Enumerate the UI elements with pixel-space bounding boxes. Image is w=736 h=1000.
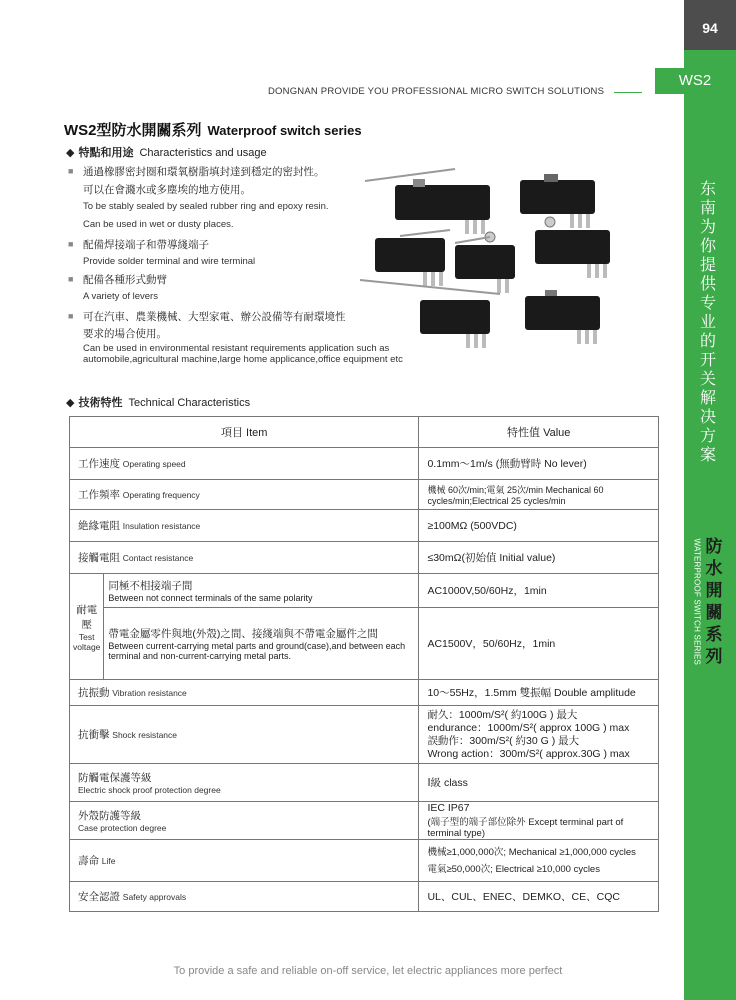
product-photos — [355, 160, 655, 360]
bullet-icon: ■ — [68, 166, 74, 176]
side-bar — [684, 0, 736, 1000]
char-line: Can be used in wet or dusty places. — [83, 219, 234, 230]
sidebar-series-char: 開 — [705, 581, 723, 600]
technical-heading — [66, 394, 250, 410]
sidebar-char: 开 — [699, 352, 716, 369]
heading-cn: 技術特性 — [78, 397, 123, 409]
table-row: 絶緣電阻 Insulation resistance ≥100MΩ (500VDC) — [70, 510, 659, 542]
table-row: 工作速度 Operating speed 0.1mm～1m/s (無動臂時 No lever) — [70, 448, 659, 480]
sidebar-char: 东 — [699, 181, 716, 198]
col-value-header: 特性值 Value — [419, 417, 659, 448]
sidebar-slogan — [697, 180, 719, 465]
sidebar-series-char: 防 — [705, 537, 723, 556]
char-line: 配備各種形式動臂 — [83, 274, 167, 286]
footer-slogan: To provide a safe and reliable on-off service, let electric appliances more perfect — [173, 965, 563, 977]
char-line: A variety of levers — [83, 291, 158, 302]
sidebar-char: 关 — [699, 371, 716, 388]
heading-cn: 特點和用途 — [78, 147, 134, 159]
char-line: 可以在會濺水或多塵埃的地方使用。 — [83, 184, 251, 196]
sidebar-series-char: 系 — [705, 625, 723, 644]
table-row: 壽命 Life 機械≥1,000,000次; Mechanical ≥1,000,000 cycles 電氣≥50,000次; Electrical ≥10,000 cycles — [70, 840, 659, 882]
sidebar-char: 解 — [699, 390, 716, 407]
char-line: 要求的場合使用。 — [83, 328, 167, 340]
sidebar-series-label — [689, 536, 733, 666]
sidebar-char: 方 — [699, 428, 716, 445]
bullet-icon: ■ — [68, 311, 74, 321]
table-row: 帶電金屬零件與地(外殼)之間、接綫端與不帶電金屬件之間 Between current-carrying metal parts and ground(case),and between each terminal and non-current-carrying metal parts. AC1500V，50/60Hz，1min — [70, 608, 659, 680]
switch-image — [520, 174, 595, 228]
sidebar-char: 为 — [699, 219, 716, 236]
heading-en: Technical Characteristics — [128, 397, 251, 409]
sidebar-char: 南 — [699, 200, 716, 217]
header-rule — [614, 92, 642, 93]
title-cn: WS2型防水開關系列 — [64, 122, 202, 139]
diamond-icon: ◆ — [66, 397, 75, 409]
bullet-icon: ■ — [68, 274, 74, 284]
sidebar-char: 业 — [699, 314, 716, 331]
sidebar-series-char: 關 — [705, 603, 723, 622]
sidebar-char: 提 — [699, 257, 716, 274]
heading-en: Characteristics and usage — [139, 147, 267, 159]
header-tagline: DONGNAN PROVIDE YOU PROFESSIONAL MICRO SWITCH SOLUTIONS — [268, 86, 605, 97]
table-row: 工作頻率 Operating frequency 機械 60次/min;電氣 25次/min Mechanical 60 cycles/min;Electrical 25 cycles/min — [70, 480, 659, 510]
sidebar-char: 你 — [699, 238, 716, 255]
sidebar-char: 供 — [699, 276, 716, 293]
col-item-header: 項目 Item — [70, 417, 419, 448]
switch-image — [455, 232, 515, 293]
series-code-tab: WS2 — [655, 68, 735, 94]
switch-image — [360, 280, 500, 348]
sidebar-series-char: 列 — [705, 647, 723, 666]
table-row: 接觸電阻 Contact resistance ≤30mΩ(初始值 Initial value) — [70, 542, 659, 574]
table-row: 防觸電保護等級 Electric shock proof protection degree Ⅰ級 class — [70, 764, 659, 802]
characteristics-heading — [66, 144, 267, 160]
bullet-icon: ■ — [68, 239, 74, 249]
voltage-label: 耐電壓 Test voltage — [70, 574, 104, 680]
char-line: To be stably sealed by sealed rubber ring and epoxy resin. — [83, 201, 329, 212]
table-header-row — [70, 417, 659, 448]
sidebar-char: 案 — [699, 447, 716, 464]
switch-image — [375, 230, 450, 286]
sidebar-series-char: 水 — [705, 559, 723, 578]
char-line: 可在汽車、農業機械、大型家電、辦公設備等有耐環境性 — [83, 311, 346, 323]
char-line: Provide solder terminal and wire terminal — [83, 256, 256, 267]
sidebar-char: 决 — [699, 409, 716, 426]
switch-image — [525, 290, 600, 344]
title-en: Waterproof switch series — [207, 123, 362, 138]
table-row: 安全認證 Safety approvals UL、CUL、ENEC、DEMKO、CE、CQC — [70, 882, 659, 912]
sidebar-char: 专 — [699, 295, 716, 312]
char-line: 配備焊接端子和帶導綫端子 — [83, 239, 209, 251]
table-row: 抗振動 Vibration resistance 10～55Hz，1.5mm 雙振幅 Double amplitude — [70, 680, 659, 706]
sidebar-series-en: WATERPROOF SWITCH SERIES — [692, 538, 702, 666]
char-line: 通過橡膠密封圈和環氧樹脂填封達到穩定的密封性。 — [83, 166, 325, 178]
sidebar-series-cn — [703, 536, 725, 668]
table-row: 外殼防護等級 Case protection degree IEC IP67 (端子型的端子部位除外 Except terminal part of terminal type) — [70, 802, 659, 840]
char-line: Can be used in environmental resistant requirements application such as — [83, 343, 390, 354]
spec-table — [69, 416, 659, 912]
table-row: 抗衝擊 Shock resistance 耐久：1000m/S²( 約100G ) 最大 endurance：1000m/S²( approx 100G ) max 誤動作：300m/S²( 約30 G ) 最大 Wrong action：300m/S²( approx.30G ) max — [70, 706, 659, 764]
page-title — [64, 119, 362, 140]
char-line: automobile,agricultural machine,large home applicance,office equipment etc — [83, 354, 403, 365]
switch-image — [365, 169, 490, 234]
diamond-icon: ◆ — [66, 147, 75, 159]
sidebar-char: 的 — [699, 333, 716, 350]
page-number: 94 — [684, 0, 736, 50]
table-row: 耐電壓 Test voltage 同極不相接端子間 Between not connect terminals of the same polarity AC1000V,50/60Hz，1min — [70, 574, 659, 608]
